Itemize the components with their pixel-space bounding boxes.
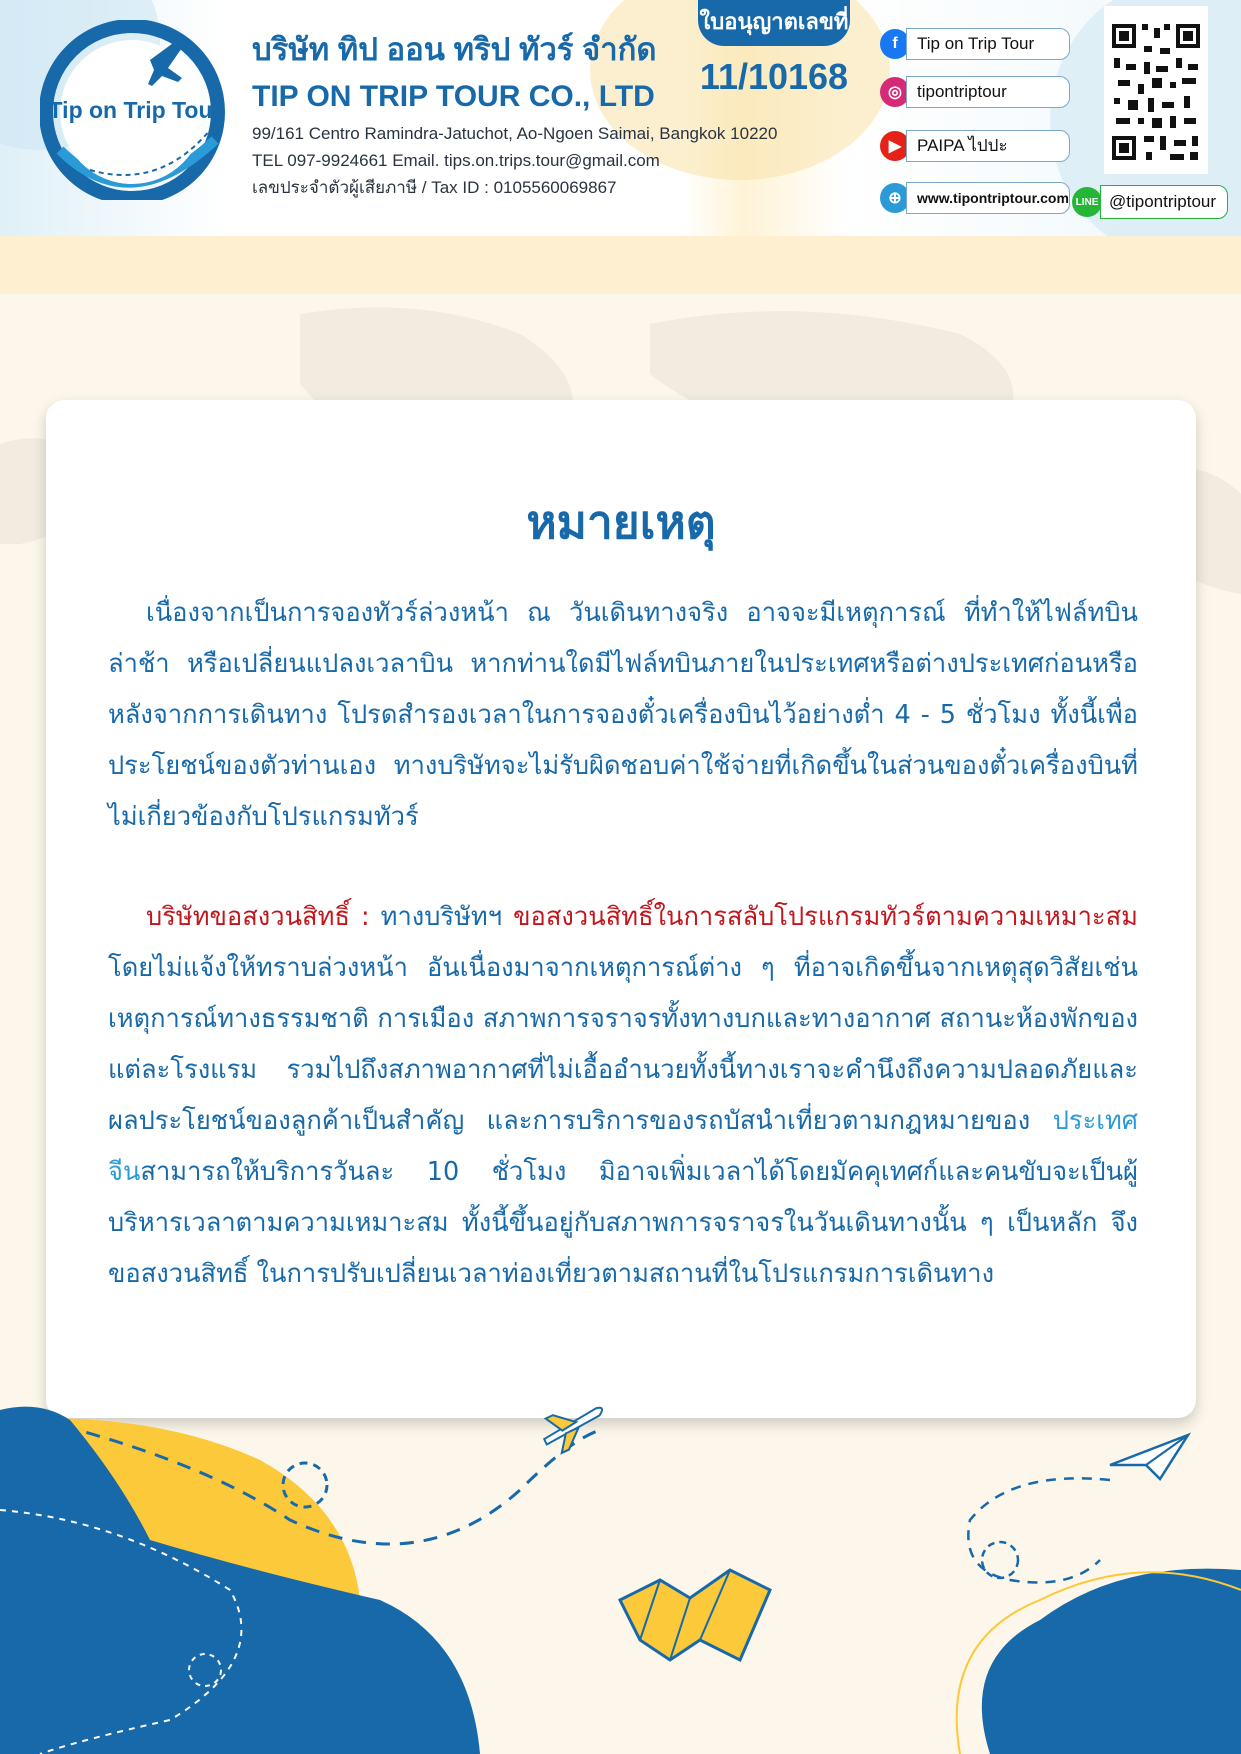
facebook-icon: f — [880, 29, 910, 59]
folded-map-icon — [620, 1570, 770, 1660]
company-name-thai: บริษัท ทิป ออน ทริป ทัวร์ จำกัด — [252, 32, 657, 67]
instagram-icon: ◎ — [880, 77, 910, 107]
notice-card — [46, 400, 1196, 1418]
website-label: www.tipontriptour.com — [906, 182, 1070, 214]
logo-text: Tip on Trip Tour — [48, 97, 222, 123]
facebook-link[interactable] — [880, 26, 1070, 62]
notice-paragraph-rights — [108, 892, 1138, 1300]
website-link[interactable] — [880, 180, 1070, 216]
qr-code-image — [1104, 6, 1208, 174]
blue-wave-shape-right — [982, 1569, 1241, 1754]
license-label: ใบอนุญาตเลขที่ — [698, 0, 850, 46]
line-label: @tipontriptour — [1100, 185, 1228, 219]
company-contact: TEL 097-9924661 Email. tips.on.trips.tour@gmail.com — [252, 151, 660, 170]
company-tax-id: เลขประจำตัวผู้เสียภาษี / Tax ID : 0105560069867 — [252, 178, 617, 197]
company-name-english: TIP ON TRIP TOUR CO., LTD — [252, 80, 655, 113]
header-band — [0, 236, 1241, 294]
rights-text-1: ทางบริษัทฯ — [369, 902, 514, 932]
rights-text-2: โดยไม่แจ้งให้ทราบล่วงหน้า อันเนื่องมาจากเหตุการณ์ต่าง ๆ ที่อาจเกิดขึ้นจากเหตุสุดวิสัยเช่น เหตุการณ์ทางธรรมชาติ การเมือง สภาพการจราจรทั้งทางบกและทางอากาศ สถานะห้องพักของแต่ละโรงแรม รวมไปถึงสภาพอากาศที่ไม่เอื้ออำนวยทั้งนี้ทางเราจะคำนึงถึงความปลอดภัยและผลประโยชน์ของลูกค้าเป็นสำคัญ และการบริการของรถบัสนำเที่ยวตามกฎหมายของ — [108, 953, 1138, 1136]
globe-icon: ⊕ — [880, 183, 910, 213]
line-icon: LINE — [1072, 187, 1102, 217]
rights-text-3: สามารถให้บริการวันละ 10 ชั่วโมง มิอาจเพิ่มเวลาได้โดยมัคคุเทศก์และคนขับจะเป็นผู้บริหารเวลาตามความเหมาะสม ทั้งนี้ขึ้นอยู่กับสภาพการจราจรในวันเดินทางนั้น ๆ เป็นหลัก จึงขอสงวนสิทธิ์ ในการปรับเปลี่ยนเวลาท่องเที่ยวตามสถานที่ในโปรแกรมการเดินทาง — [108, 1157, 1138, 1289]
company-address: 99/161 Centro Ramindra-Jatuchot, Ao-Ngoen Saimai, Bangkok 10220 — [252, 124, 778, 143]
notice-title: หมายเหตุ — [526, 495, 716, 549]
youtube-label: PAIPA ไปปะ — [906, 130, 1070, 162]
bottom-decoration — [0, 1400, 1241, 1754]
instagram-label: tipontriptour — [906, 76, 1070, 108]
paper-plane-icon — [1110, 1435, 1188, 1479]
letterhead — [0, 0, 1241, 236]
youtube-link[interactable] — [880, 128, 1070, 164]
country-name: ประเทศจีน — [108, 1106, 1138, 1187]
airplane-icon — [537, 1400, 612, 1457]
facebook-label: Tip on Trip Tour — [906, 28, 1070, 60]
rights-label: บริษัทขอสงวนสิทธิ์ : — [146, 902, 370, 932]
notice-paragraph-flight: เนื่องจากเป็นการจองทัวร์ล่วงหน้า ณ วันเดินทางจริง อาจจะมีเหตุการณ์ ที่ทำให้ไฟล์ทบินล่าช้า หรือเปลี่ยนแปลงเวลาบิน หากท่านใดมีไฟล์ทบินภายในประเทศหรือต่างประเทศก่อนหรือหลังจากการเดินทาง โปรดสำรองเวลาในการจองตั๋วเครื่องบินไว้อย่างต่ำ 4 - 5 ชั่วโมง ทั้งนี้เพื่อประโยชน์ของตัวท่านเอง ทางบริษัทจะไม่รับผิดชอบค่าใช้จ่ายที่เกิดขึ้นในส่วนของตั๋วเครื่องบินที่ไม่เกี่ยวข้องกับโปรแกรมทัวร์ — [108, 598, 1138, 832]
youtube-icon: ▶ — [880, 131, 910, 161]
line-link[interactable] — [1072, 182, 1228, 222]
instagram-link[interactable] — [880, 74, 1070, 110]
rights-highlight: ขอสงวนสิทธิ์ในการสลับโปรแกรมทัวร์ตามความเหมาะสม — [513, 902, 1138, 932]
company-logo — [40, 20, 230, 200]
license-number: 11/10168 — [699, 56, 849, 97]
